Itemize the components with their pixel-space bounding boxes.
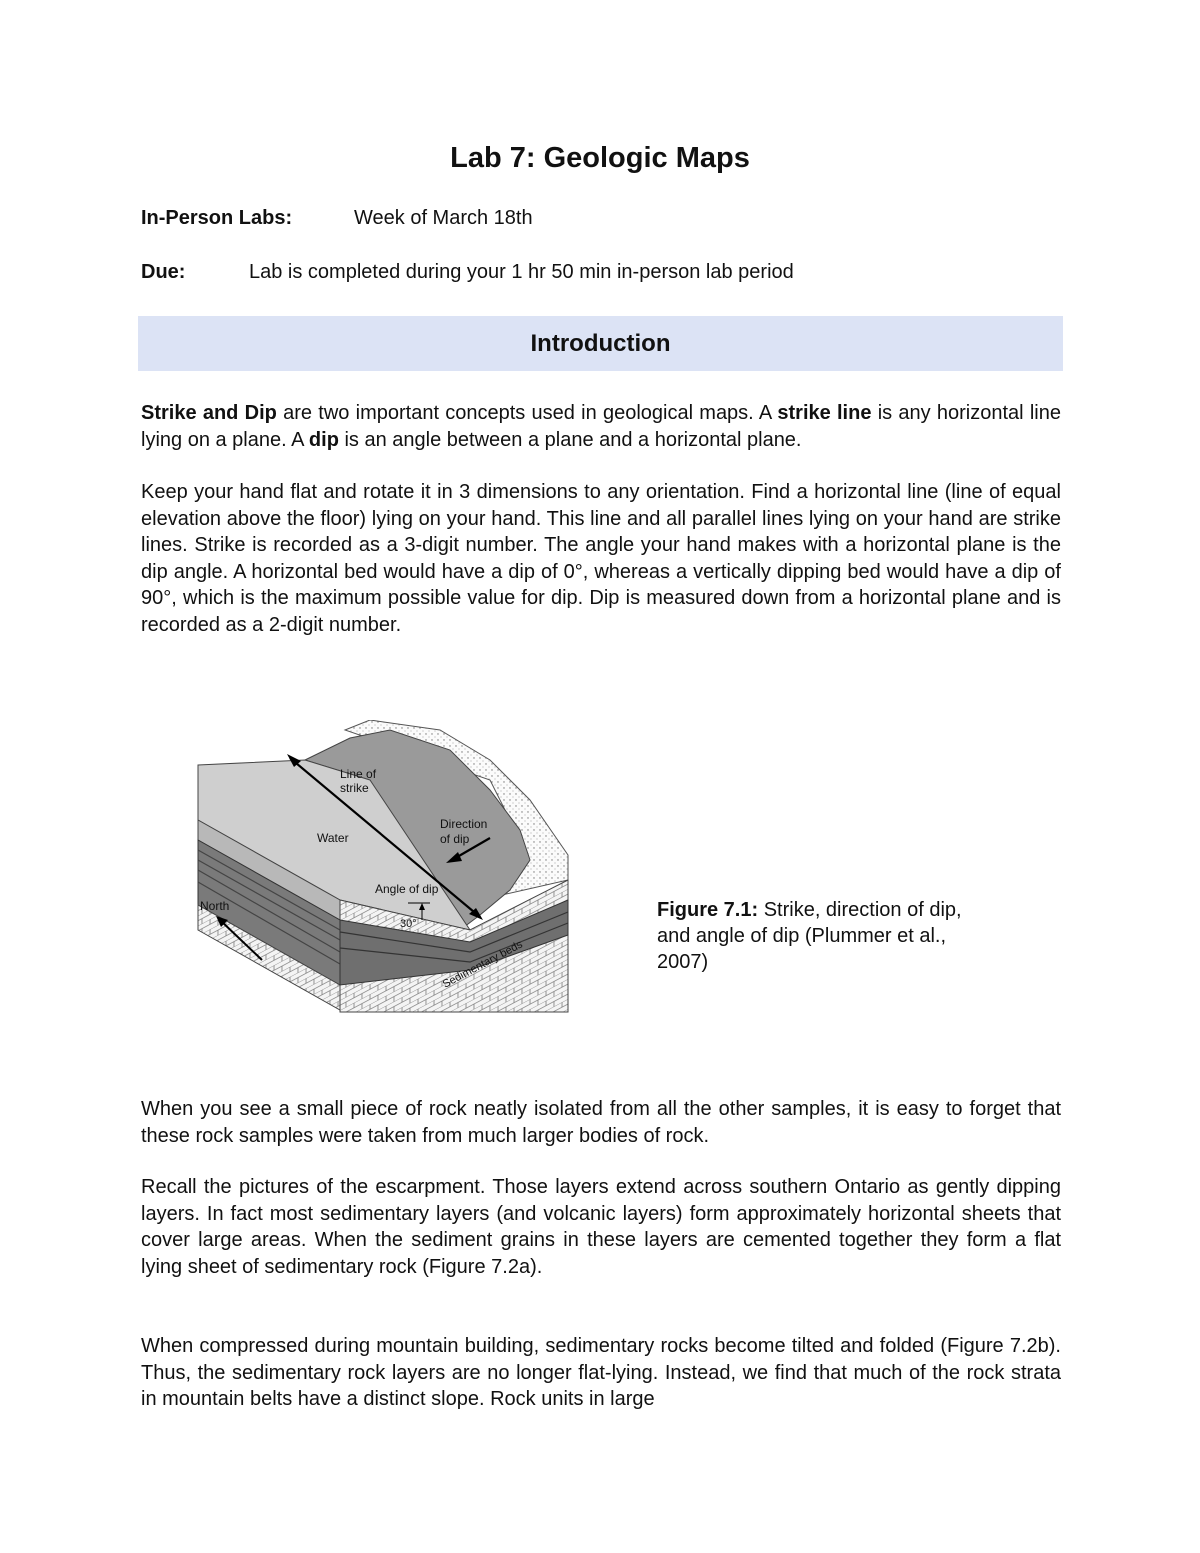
block-diagram <box>190 720 580 1020</box>
term-dip: dip <box>308 428 339 451</box>
label-water: Water <box>317 831 349 845</box>
term-strike-and-dip: Strike and Dip <box>141 402 277 424</box>
meta-label: In-Person Labs: <box>141 207 293 229</box>
meta-due <box>141 261 794 284</box>
section-heading-bar <box>138 316 1063 371</box>
label-line-of-strike: strike <box>340 781 369 795</box>
label-line-of-strike: Line of <box>340 767 377 781</box>
figure-caption <box>657 897 997 975</box>
label-sedimentary-beds: Sedimentary beds <box>440 938 525 991</box>
term-strike-line: strike line <box>777 402 872 424</box>
caption-text: Strike, direction of dip, and angle of dip (Plummer et al., 2007) <box>657 899 962 973</box>
paragraph-strike-dip <box>141 400 1061 453</box>
label-direction-of-dip: of dip <box>440 832 470 846</box>
text-run: are two important concepts used in geological maps. A <box>276 402 778 424</box>
paragraph-escarpment: Recall the pictures of the escarpment. Those layers extend across southern Ontario as gently dipping layers. In fact most sedimentary layers (and volcanic layers) form approximately horizontal sheets that cover large areas. When the sediment grains in these layers are cemented together they form a flat lying sheet of sedimentary rock (Figure 7.2a). <box>141 1176 1061 1278</box>
meta-label: Due: <box>141 261 186 283</box>
paragraph-mountain-building: When compressed during mountain building, sedimentary rocks become tilted and folded (Figure 7.2b). Thus, the sedimentary rock layers are no longer flat-lying. Instead, we find that much of the rock strata in mountain belts have a distinct slope. Rock units in large <box>141 1335 1061 1410</box>
meta-value: Week of March 18th <box>354 207 533 229</box>
page-title: Lab 7: Geologic Maps <box>450 142 750 174</box>
label-angle-of-dip: Angle of dip <box>375 882 439 896</box>
figure-number: Figure 7.1: <box>657 899 759 921</box>
label-30-degrees: 30° <box>400 918 417 930</box>
text-run: is an angle between a plane and a horizontal plane. <box>338 428 802 451</box>
label-north: North <box>200 899 230 913</box>
section-heading: Introduction <box>530 329 671 357</box>
paragraph-hand-exercise: Keep your hand flat and rotate it in 3 dimensions to any orientation. Find a horizontal line (line of equal elevation above the floor) lying on your hand. This line and all parallel lines lying on your hand are strike lines. Strike is recorded as a 3-digit number. The angle your hand makes with a horizontal plane is the dip angle. A horizontal bed would have a dip of 0°, whereas a vertically dipping bed would have a dip of 90°, which is the maximum possible value for dip. Dip is measured down from a horizontal plane and is recorded as a 2-digit number. <box>141 481 1061 636</box>
text-run: is any horizontal line lying on a plane. A <box>141 402 1061 451</box>
figure-strike-dip-diagram <box>190 720 580 1020</box>
meta-value: Lab is completed during your 1 hr 50 min in-person lab period <box>249 261 794 283</box>
paragraph-rock-samples: When you see a small piece of rock neatly isolated from all the other samples, it is easy to forget that these rock samples were taken from much larger bodies of rock. <box>141 1098 1061 1147</box>
meta-in-person-labs <box>141 207 533 230</box>
label-direction-of-dip: Direction <box>440 817 488 831</box>
